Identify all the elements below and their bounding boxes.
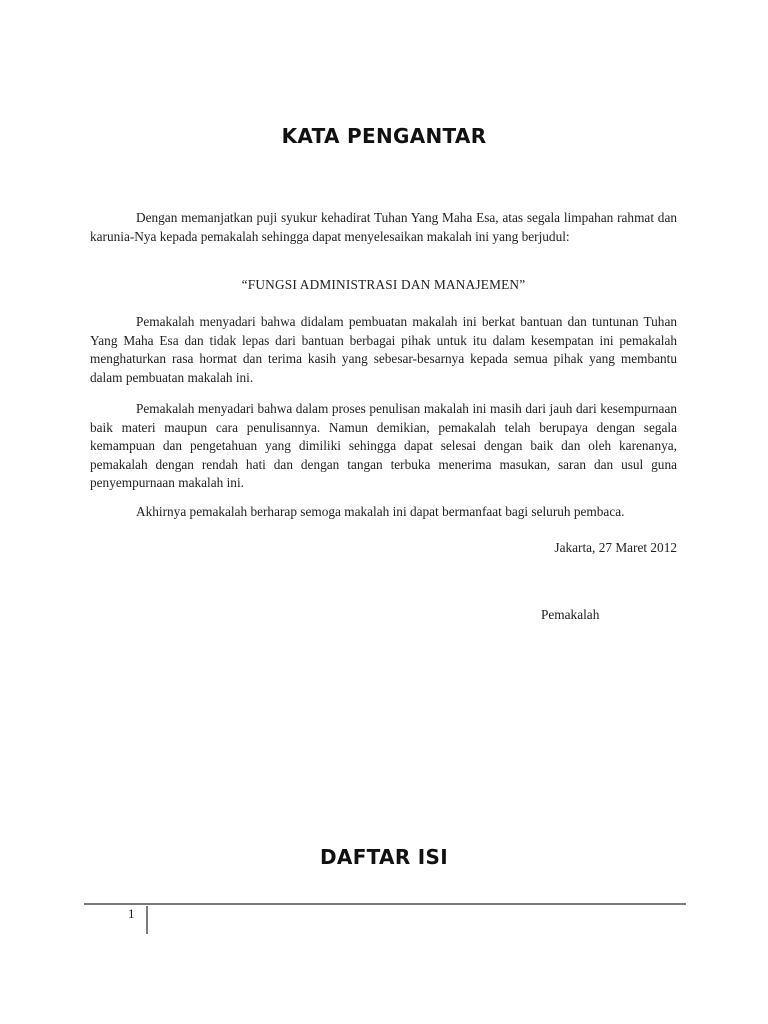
foreword-paragraph-1: Dengan memanjatkan puji syukur kehadirat Tuhan Yang Maha Esa, atas segala limpahan rahmat dan karunia-Nya kepada pemakalah sehingga dapat menyelesaikan makalah ini yang berjudul:	[90, 210, 677, 244]
foreword-paragraph-4: Akhirnya pemakalah berharap semoga makalah ini dapat bermanfaat bagi seluruh pembaca.	[136, 504, 625, 519]
paper-title: “FUNGSI ADMINISTRASI DAN MANAJEMEN”	[241, 277, 526, 292]
footer-rule	[84, 903, 686, 905]
page-number: 1	[128, 906, 135, 921]
author-signature: Pemakalah	[541, 607, 600, 622]
foreword-paragraph-3: Pemakalah menyadari bahwa dalam proses penulisan makalah ini masih dari jauh dari kesempurnaan baik materi maupun cara penulisannya. Namun demikian, pemakalah telah berupaya dengan segala kemampuan dan pengetahuan yang dimiliki sehingga dapat selesai dengan baik dan oleh karenanya, pemakalah dengan rendah hati dan dengan tangan terbuka menerima masukan, saran dan usul guna penyempurnaan makalah ini.	[90, 401, 677, 490]
foreword-paragraph-2: Pemakalah menyadari bahwa didalam pembuatan makalah ini berkat bantuan dan tuntunan Tuhan Yang Maha Esa dan tidak lepas dari bantuan berbagai pihak untuk itu dalam kesempatan ini pemakalah menghaturkan rasa hormat dan terima kasih yang sebesar-besarnya kepada semua pihak yang membantu dalam pembuatan makalah ini.	[90, 314, 677, 385]
footer-divider	[146, 906, 148, 934]
foreword-heading: KATA PENGANTAR	[281, 124, 487, 148]
table-of-contents-heading: DAFTAR ISI	[320, 845, 448, 869]
place-and-date: Jakarta, 27 Maret 2012	[554, 540, 677, 555]
